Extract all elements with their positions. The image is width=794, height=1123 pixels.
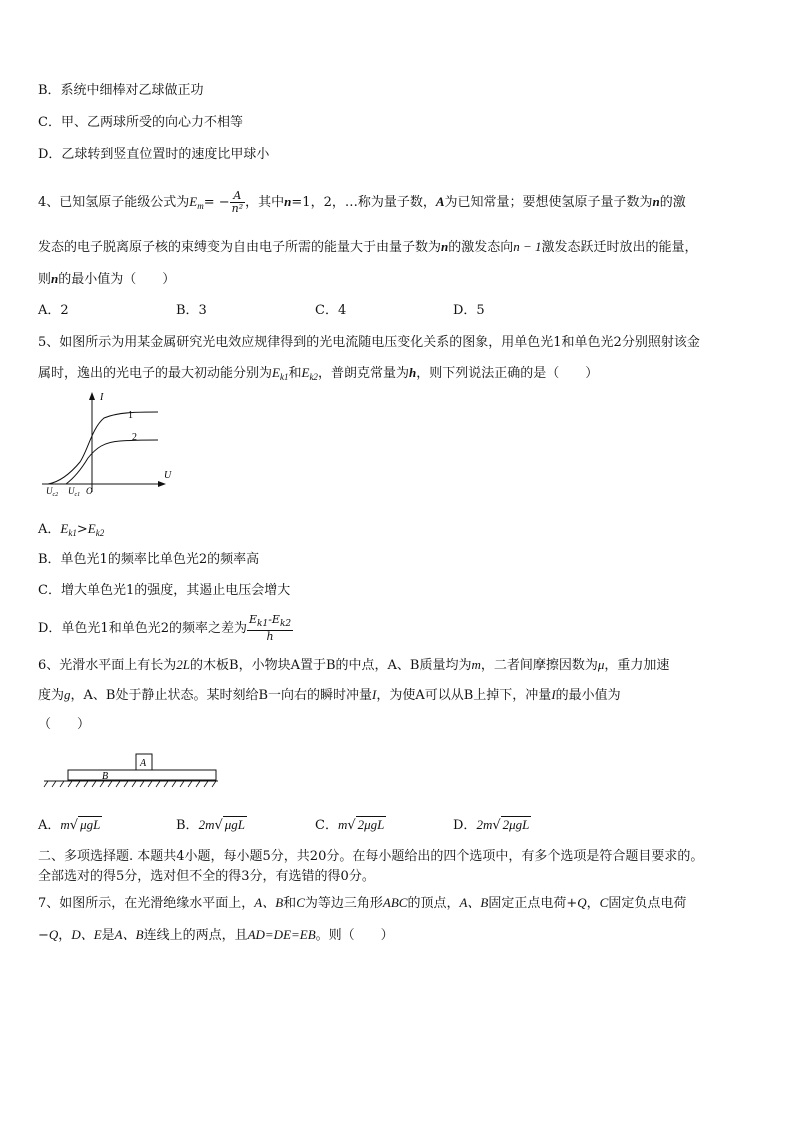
q5-line-2: 属时，逸出的光电子的最大初动能分别为$E_{k1}$和$E_{k2}$，普朗克常量为h，则下列说法正确的是（ ） xyxy=(38,365,599,382)
q7-line-1: 7、如图所示，在光滑绝缘水平面上，A、B和C为等边三角形ABC的顶点，A、B固定正点电荷+Q，C固定负点电荷 xyxy=(38,895,687,911)
graph-label-uc2: $U_{c2}$ xyxy=(46,486,59,498)
graph-i-arrow xyxy=(89,392,95,400)
q6-line-3: （ ） xyxy=(38,717,91,732)
q6-line-2: 度为g，A、B处于静止状态。某时刻给B一向右的瞬时冲量I，为使A可以从B上掉下，冲量I的最小值为 xyxy=(38,687,621,703)
q5-option-c: C．增大单色光1的强度，其遏止电压会增大 xyxy=(38,583,291,598)
section2-line-2: 全部选对的得5分，选对但不全的得3分，有选错的得0分。 xyxy=(38,869,375,884)
figure-ground-hatch xyxy=(44,781,216,787)
q5-option-d: D．单色光1和单色光2的频率之差为 $\frac{E_{k1}-E_{k2}}{h}$ xyxy=(38,613,292,643)
q3-option-b: B．系统中细棒对乙球做正功 xyxy=(38,83,204,98)
graph-label-origin: O xyxy=(86,486,93,496)
q4-option-d: D．5 xyxy=(453,303,485,318)
figure-label-b: B xyxy=(102,771,109,782)
q6-option-c: C．m√ 2μgL xyxy=(315,817,385,833)
graph-label-curve2: 2 xyxy=(132,432,137,443)
graph-u-arrow xyxy=(158,481,166,487)
block-board-figure xyxy=(42,748,222,792)
figure-board-b xyxy=(68,770,216,780)
q6-option-a: A．m√ μgL xyxy=(38,817,101,833)
q4-option-a: A．2 xyxy=(38,303,69,318)
q3-option-d: D．乙球转到竖直位置时的速度比甲球小 xyxy=(38,147,270,162)
q6-line-1: 6、光滑水平面上有长为2L的木板B，小物块A置于B的中点，A、B质量均为m，二者间摩擦因数为μ，重力加速 xyxy=(38,657,670,673)
section2-line-1: 二、多项选择题. 本题共4小题，每小题5分，共20分。在每小题给出的四个选项中，有多个选项是符合题目要求的。 xyxy=(38,849,704,864)
q4-option-c: C．4 xyxy=(315,303,347,318)
q5-option-b: B．单色光1的频率比单色光2的频率高 xyxy=(38,552,260,567)
q7-line-2: −Q，D、E是A、B连线上的两点，且AD=DE=EB。则（ ） xyxy=(38,927,394,943)
q4-line-3: 则n的最小值为（ ） xyxy=(38,271,176,287)
q6-option-b: B．2m√ μgL xyxy=(176,817,246,833)
q6-option-d: D．2m√ 2μgL xyxy=(453,817,530,833)
q5-line-1: 5、如图所示为用某金属研究光电效应规律得到的光电流随电压变化关系的图象，用单色光1和单色光2分别照射该金 xyxy=(38,335,700,350)
q3-option-c: C．甲、乙两球所受的向心力不相等 xyxy=(38,115,243,130)
graph-label-uc1: $U_{c1}$ xyxy=(68,486,81,498)
q4-option-b: B．3 xyxy=(176,303,207,318)
graph-label-u: U xyxy=(164,470,172,481)
q4-line-1: 4、已知氢原子能级公式为$E_m=$ − $\frac{A}{\text{n²}}$ ，其中n=1，2，…称为量子数，A为已知常量；要想使氢原子量子数为n的激 xyxy=(38,189,686,215)
q4-line-2: 发态的电子脱离原子核的束缚变为自由电子所需的能量大于由量子数为n的激发态向n − 1激发态跃迁时放出的能量， xyxy=(38,239,698,255)
figure-label-a: A xyxy=(140,758,147,769)
photoelectric-graph xyxy=(38,388,188,500)
graph-curve-1 xyxy=(48,412,158,484)
graph-label-curve1: 1 xyxy=(128,410,133,421)
q5-option-a: A．$E_{k1}>E_{k2}$ xyxy=(38,521,105,538)
graph-label-i: I xyxy=(100,392,104,403)
